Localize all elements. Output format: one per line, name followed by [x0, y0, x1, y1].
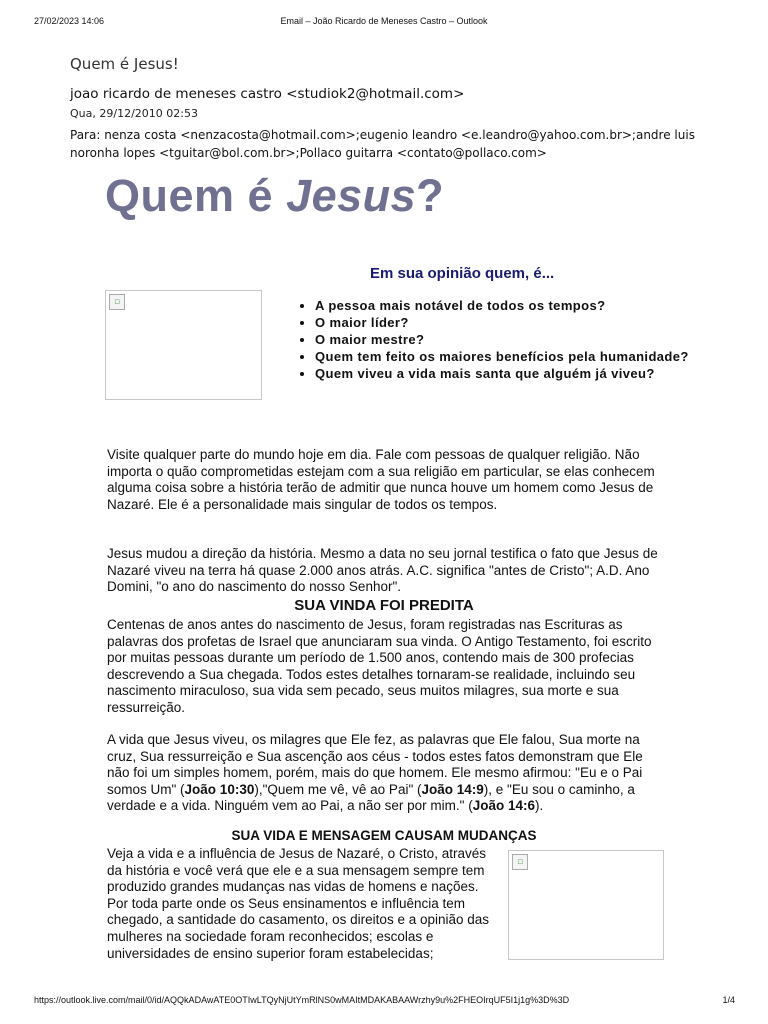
opinion-heading: Em sua opinião quem, é...: [370, 265, 555, 282]
question-list: [297, 297, 705, 382]
title-part3: ?: [416, 170, 445, 221]
section-heading-changes: SUA VIDA E MENSAGEM CAUSAM MUDANÇAS: [231, 828, 537, 843]
paragraph-prophecy: Centenas de anos antes do nascimento de Jesus, foram registradas nas Escrituras as palavras dos profetas de Israel que anunciaram sua vinda. O Antigo Testamento, foi escrito por muitas pessoas durante um período de 1.500 anos, contendo mais de 300 profecias descrevendo a Sua chegada. Todos estes detalhes tornaram-se realidade, incluindo seu nascimento miraculoso, sua vida sem pecado, seus muitos milagres, sua morte e sua ressurreição.: [107, 617, 652, 715]
title-part1: Quem é: [105, 170, 287, 221]
broken-image-icon: ▫: [109, 294, 125, 310]
print-url: https://outlook.live.com/mail/0/id/AQQkADAwATE0OTIwLTQyNjUtYmRlNS0wMAItMDAKABAAWrzhy9u%2FHEOIrqUF5I1j1g%3D%3D: [34, 995, 570, 1005]
page-number: 1/4: [722, 995, 735, 1005]
bible-reference: João 10:30: [184, 781, 255, 797]
paragraph-influence: Veja a vida e a influência de Jesus de Nazaré, o Cristo, através da história e você verá que ele e a sua mensagem sempre tem produzido grandes mudanças nas vidas de homens e nações. Por toda parte onde os Seus ensinamentos e influência tem chegado, a santidade do casamento, os direitos e a opinião das mulheres na sociedade foram reconhecidos; escolas e universidades de ensino superior foram estabelecidas;: [107, 846, 490, 961]
bible-reference: João 14:9: [421, 781, 484, 797]
email-subject: Quem é Jesus!: [70, 55, 179, 73]
list-item: • Quem tem feito os maiores benefícios pela humanidade?: [315, 348, 705, 365]
broken-image: [105, 290, 262, 400]
life-text-a: A vida que Jesus viveu, os milagres que Ele fez, as palavras que Ele falou, Sua morte na cruz, Sua ressurreição e Sua ascenção aos céus - todos estes fatos demonstram que Ele não foi um simples homem, porém, mais do que homem. Ele mesmo afirmou: "Eu e o Pai somos Um" (: [107, 732, 643, 797]
paragraph-history: Jesus mudou a direção da história. Mesmo a data no seu jornal testifica o fato que Jesus de Nazaré viveu na terra há quase 2.000 anos atrás. A.C. significa "antes de Cristo"; A.D. Ano Domini, "o ano do nascimento do nosso Senhor".: [107, 546, 658, 595]
paragraph-life: [107, 732, 667, 815]
broken-image-icon: ▫: [512, 854, 528, 870]
print-title: Email – João Ricardo de Meneses Castro – Outlook: [280, 16, 488, 26]
bible-reference: João 14:6: [472, 798, 535, 814]
life-text-c: ), e "Eu sou o caminho, a verdade e a vida. Ninguém vem ao Pai, a não ser por mim." (: [107, 781, 635, 814]
email-recipients: Para: nenza costa <nenzacosta@hotmail.com>;eugenio leandro <e.leandro@yahoo.com.br>;andre luis noronha lopes <tguitar@bol.com.br>;Pollaco guitarra <contato@pollaco.com>: [70, 128, 695, 160]
title-italic: Jesus: [286, 170, 417, 221]
list-item: • Quem viveu a vida mais santa que alguém já viveu?: [315, 365, 705, 382]
list-item: • O maior líder?: [315, 314, 705, 331]
paragraph-intro: Visite qualquer parte do mundo hoje em dia. Fale com pessoas de qualquer religião. Não importa o quão comprometidas estejam com a sua religião em particular, se elas conhecem alguma coisa sobre a história terão de admitir que nunca houve um homem como Jesus de Nazaré. Ele é a personalidade mais singular de todos os tempos.: [107, 447, 655, 512]
email-sender[interactable]: joao ricardo de meneses castro <studiok2@hotmail.com>: [70, 86, 465, 102]
print-datetime: 27/02/2023 14:06: [34, 16, 105, 26]
life-text-d: ).: [535, 798, 544, 814]
broken-image: [508, 850, 664, 960]
email-date: Qua, 29/12/2010 02:53: [70, 107, 198, 120]
print-header: [0, 16, 768, 30]
print-footer: [0, 995, 768, 1009]
list-item: • A pessoa mais notável de todos os tempos?: [315, 297, 705, 314]
life-text-b: ),"Quem me vê, vê ao Pai" (: [254, 781, 422, 797]
section-heading-predicted: SUA VINDA FOI PREDITA: [294, 597, 474, 614]
list-item: • O maior mestre?: [315, 331, 705, 348]
body-title: [105, 170, 444, 222]
